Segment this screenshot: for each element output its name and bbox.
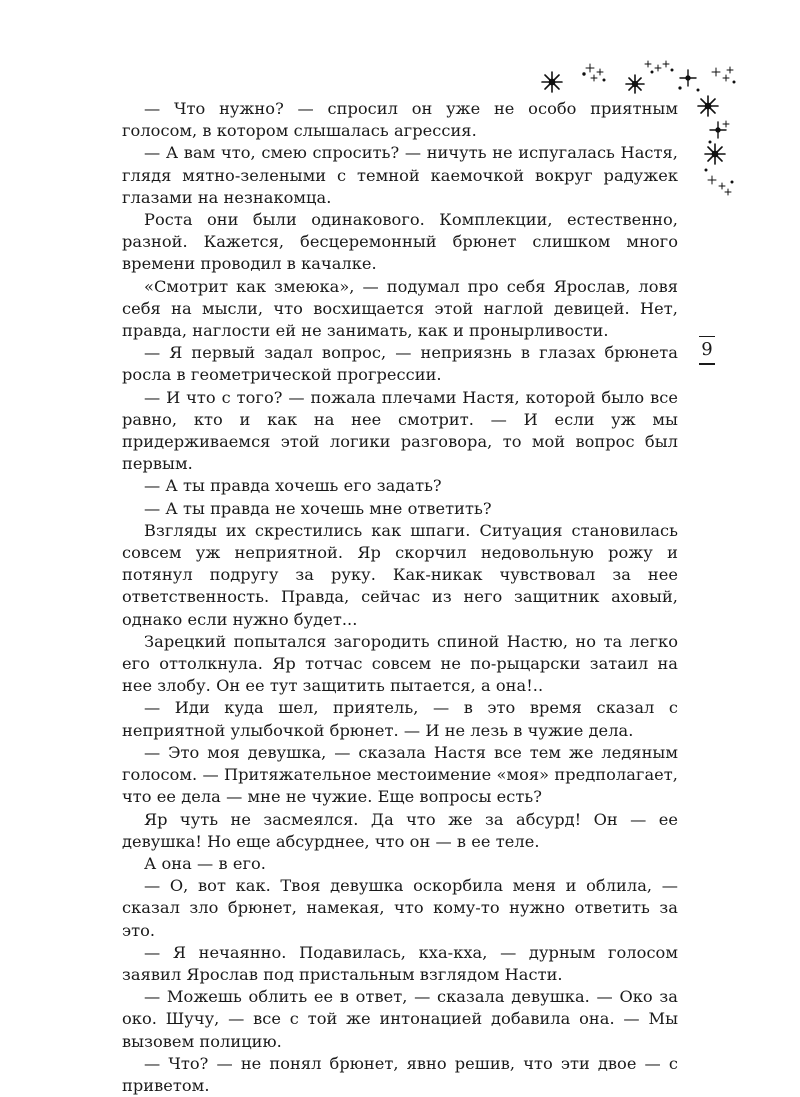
page-number-value: 9 — [701, 339, 713, 361]
paragraph: Роста они были одинакового. Комплекции, естественно, разной. Кажется, бесцеремонный брюнет слишком много времени проводил в качалке. — [122, 210, 678, 274]
paragraph: А она — в его. — [144, 853, 266, 873]
paragraph: — Что нужно? — спросил он уже не особо приятным голосом, в котором слышалась агрессия. — [122, 99, 678, 141]
paragraph: — Что? — не понял брюнет, явно решив, что эти двое — с приветом. — [122, 1053, 678, 1095]
paragraph: — Можешь облить ее в ответ, — сказала девушка. — Око за око. Шучу, — все с той же интонацией добавила она. — Мы вызовем полицию. — [122, 987, 678, 1051]
paragraph: — И что с того? — пожала плечами Настя, которой было все равно, кто и как на нее смотрит. — И если уж мы придерживаемся этой логики разговора, то мой вопрос был первым. — [122, 387, 678, 474]
page-number — [696, 336, 718, 365]
paragraph: — А ты правда хочешь его задать? — [144, 476, 442, 496]
paragraph: Взгляды их скрестились как шпаги. Ситуация становилась совсем уж неприятной. Яр скорчил недовольную рожу и потянул подругу за руку. Как-никак чувствовал за нее ответственность. Правда, сейчас из него защитник аховый, однако если нужно будет... — [122, 520, 678, 629]
paragraph: «Смотрит как змеюка», — подумал про себя Ярослав, ловя себя на мысли, что восхищается этой наглой девицей. Нет, правда, наглости ей не занимать, как и пронырливости. — [122, 276, 678, 341]
paragraph: — А вам что, смею спросить? — ничуть не испугалась Настя, глядя мятно-зелеными с темной каемочкой вокруг радужек глазами на незнакомца. — [122, 143, 678, 207]
paragraph: — О, вот как. Твоя девушка оскорбила меня и облила, — сказал зло брюнет, намекая, что кому-то нужно ответить за это. — [122, 876, 678, 940]
paragraph: — А ты правда не хочешь мне ответить? — [144, 498, 492, 518]
paragraph: — Иди куда шел, приятель, — в это время сказал с неприятной улыбочкой брюнет. — И не лезь в чужие дела. — [122, 698, 678, 740]
paragraph: — Это моя девушка, — сказала Настя все тем же ледяным голосом. — Притяжательное местоимение «моя» предполагает, что ее дела — мне не чужие. Еще вопросы есть? — [122, 742, 678, 807]
body-text — [122, 98, 678, 1097]
paragraph: Яр чуть не засмеялся. Да что же за абсурд! Он — ее девушка! Но еще абсурднее, что он — в ее теле. — [122, 809, 678, 851]
paragraph: Зарецкий попытался загородить спиной Настю, но та легко его оттолкнула. Яр тотчас совсем не по-рыцарски затаил на нее злобу. Он ее тут защитить пытается, а она!.. — [122, 631, 678, 696]
paragraph: — Я нечаянно. Подавилась, кха-кха, — дурным голосом заявил Ярослав под пристальным взглядом Насти. — [122, 942, 678, 984]
page-number-rule — [699, 363, 715, 364]
paragraph: — Я первый задал вопрос, — неприязнь в глазах брюнета росла в геометрической прогрессии. — [122, 343, 678, 385]
